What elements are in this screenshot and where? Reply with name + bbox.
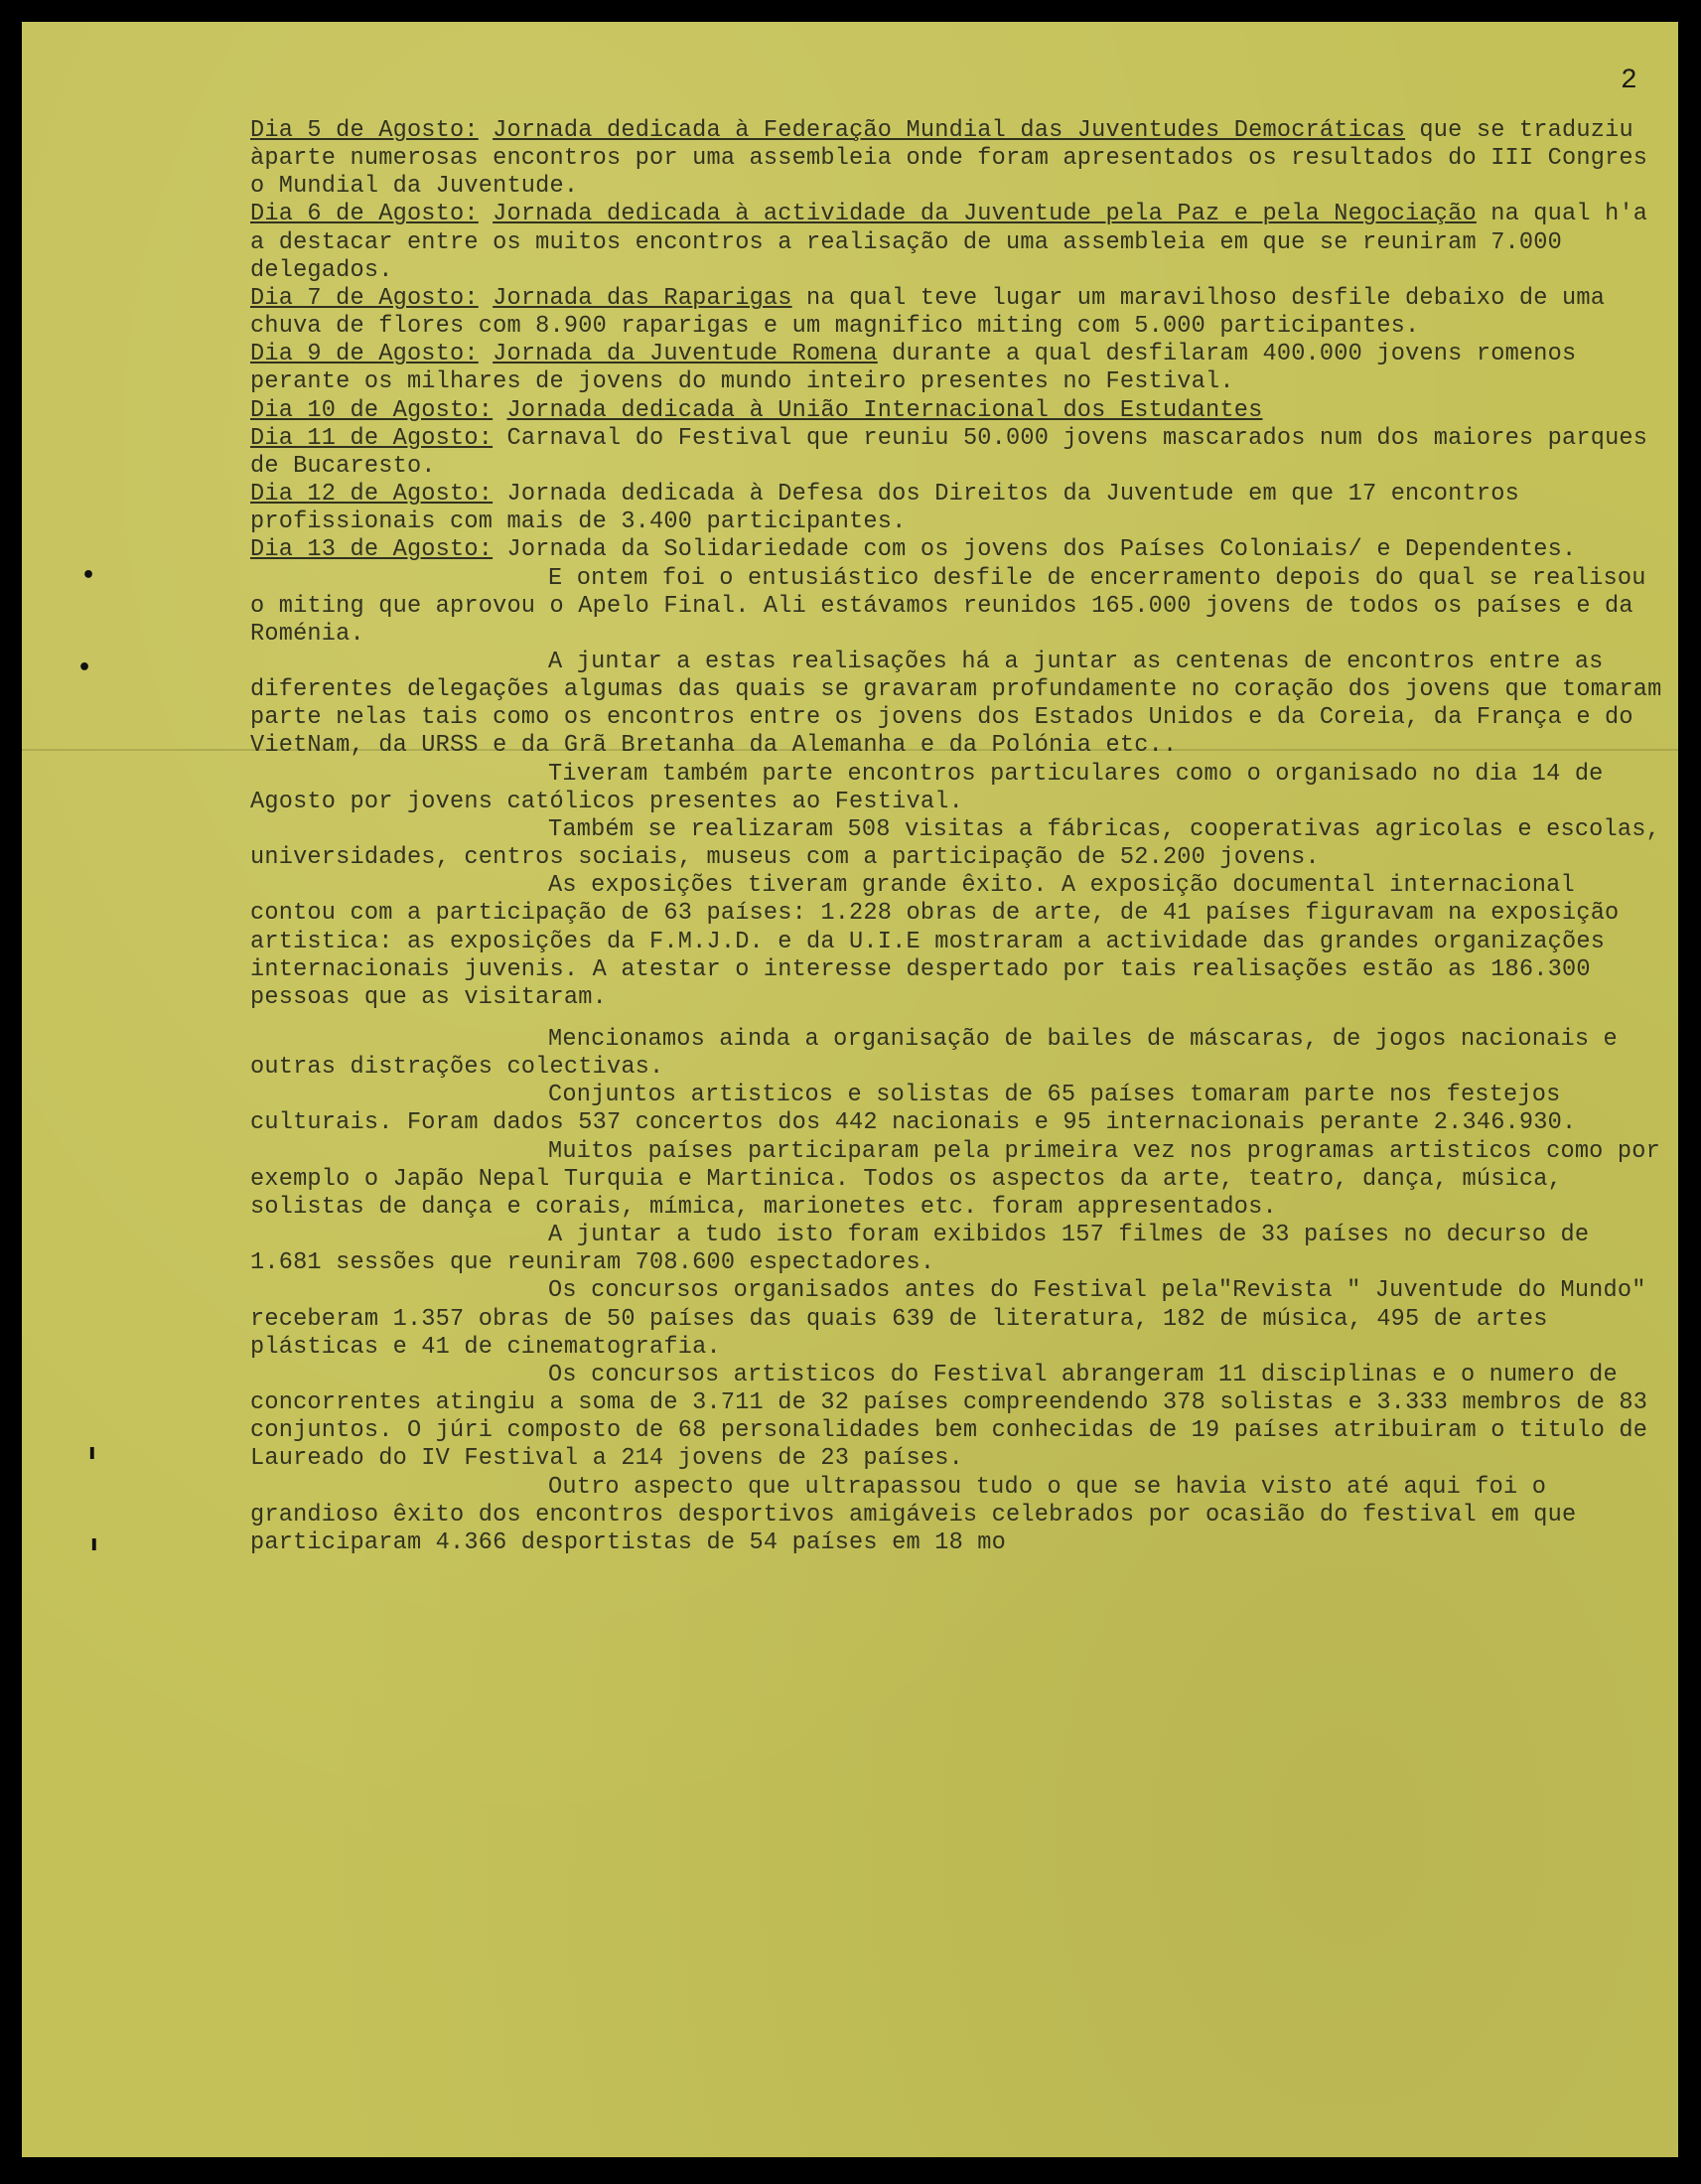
entry-aug-11 bbox=[250, 425, 1670, 481]
paragraph: Mencionamos ainda a organisação de bailes de máscaras, de jogos nacionais e outras distrações colectivas. bbox=[250, 1026, 1632, 1082]
paragraph: Conjuntos artisticos e solistas de 65 países tomaram parte nos festejos culturais. Foram dados 537 concertos dos 442 nacionais e 95 internacionais perante 2.346.930. bbox=[250, 1082, 1577, 1137]
entry-text: que se traduziu àparte numerosas encontros por uma assembleia onde foram apresentados os resultados do III Congres o Mundial da Juventude. bbox=[250, 117, 1662, 201]
entry-title: Jornada dedicada à actividade da Juventude pela Paz e pela Negociação bbox=[493, 201, 1477, 228]
entry-text: Carnaval do Festival que reuniu 50.000 jovens mascarados num dos maiores parques de Bucaresto. bbox=[250, 424, 1662, 480]
entry-title: Jornada das Raparigas bbox=[493, 284, 792, 312]
entry-aug-6 bbox=[250, 201, 1670, 284]
entry-date: Dia 6 de Agosto: bbox=[250, 201, 479, 228]
margin-mark-dot: • bbox=[77, 655, 92, 680]
paragraph: Outro aspecto que ultrapassou tudo o que se havia visto até aqui foi o grandioso êxito dos encontros desportivos amigáveis celebrados por ocasião do festival em que participaram 4.366 desportistas de 54 países em 18 mo bbox=[250, 1473, 1591, 1556]
paragraph: Também se realizaram 508 visitas a fábricas, cooperativas agricolas e escolas, universidades, centros sociais, museus com a participação de 52.200 jovens. bbox=[250, 815, 1675, 872]
entry-date: Dia 5 de Agosto: bbox=[250, 117, 479, 144]
entry-aug-7 bbox=[250, 285, 1670, 341]
margin-mark-tick: ı bbox=[88, 1440, 96, 1465]
entry-date: Dia 7 de Agosto: bbox=[250, 284, 479, 312]
margin-mark-dot: • bbox=[81, 563, 96, 588]
document-page bbox=[22, 22, 1678, 2157]
paragraph: A juntar a estas realisações há a juntar as centenas de encontros entre as diferentes delegações algumas das quais se gravaram profundamente no coração dos jovens que tomaram parte nelas tais como os encontros entre os jovens dos Estados Unidos e da Coreia, da França e do VietNam, da URSS e da Grã Bretanha da Alemanha e da Polónia etc.. bbox=[250, 648, 1676, 760]
entry-aug-13 bbox=[250, 536, 1670, 564]
entry-title: Jornada dedicada à Federação Mundial das Juventudes Democráticas bbox=[493, 117, 1406, 144]
paragraph: Muitos países participaram pela primeira vez nos programas artisticos como por exemplo o Japão Nepal Turquia e Martinica. Todos os aspectos da arte, teatro, dança, música, solistas de dança e corais, mímica, marionetes etc. foram appresentados. bbox=[250, 1137, 1675, 1221]
entry-title: Jornada dedicada à União Internacional dos Estudantes bbox=[506, 396, 1263, 424]
entry-date: Dia 9 de Agosto: bbox=[250, 341, 479, 368]
entry-date: Dia 11 de Agosto: bbox=[250, 424, 494, 452]
paragraph: Os concursos artisticos do Festival abrangeram 11 disciplinas e o numero de concorrentes atingiu a soma de 3.711 de 32 países compreendendo 378 solistas e 3.333 membros de 83 conjuntos. O júri composto de 68 personalidades bem conhecidas de 19 países atribuiram o titulo de Laureado do IV Festival a 214 jovens de 23 países. bbox=[250, 1361, 1662, 1473]
entry-text: Jornada dedicada à Defesa dos Direitos da Juventude em que 17 encontros profissionais com mais de 3.400 participantes. bbox=[250, 481, 1534, 536]
typewritten-text bbox=[250, 117, 1676, 1557]
paragraph: Os concursos organisados antes do Festival pela"Revista " Juventude do Mundo" receberam 1.357 obras de 50 países das quais 639 de literatura, 182 de música, 495 de artes plásticas e 41 de cinematografia. bbox=[250, 1277, 1660, 1361]
entry-text: durante a qual desfilaram 400.000 jovens romenos perante os milhares de jovens do mundo inteiro presentes no Festival. bbox=[250, 341, 1591, 396]
entry-date: Dia 13 de Agosto: bbox=[250, 536, 494, 564]
entry-text: Jornada da Solidariedade com os jovens dos Países Coloniais/ e Dependentes. bbox=[493, 536, 1577, 564]
paragraph: A juntar a tudo isto foram exibidos 157 filmes de 33 países no decurso de 1.681 sessões que reuniram 708.600 espectadores. bbox=[250, 1222, 1604, 1277]
entry-text: na qual h'a a destacar entre os muitos encontros a realisação de uma assembleia em que se reuniram 7.000 delegados. bbox=[250, 201, 1662, 284]
entry-aug-10 bbox=[250, 397, 1670, 425]
margin-mark-tick: ı bbox=[90, 1531, 98, 1556]
entry-aug-9 bbox=[250, 341, 1670, 396]
paragraph: As exposições tiveram grande êxito. A exposição documental internacional contou com a participação de 63 países: 1.228 obras de arte, de 41 países figuravam na exposição artistica: as exposições da F.M.J.D. e da U.I.E mostraram a actividade das grandes organizações internacionais juvenis. A atestar o interesse despertado por tais realisações estão as 186.300 pessoas que as visitaram. bbox=[250, 872, 1633, 1011]
entry-date: Dia 12 de Agosto: bbox=[250, 481, 494, 509]
entry-text: na qual teve lugar um maravilhoso desfile debaixo de uma chuva de flores com 8.900 raparigas e um magnifico miting com 5.000 participantes. bbox=[250, 284, 1620, 341]
entry-aug-5 bbox=[250, 117, 1670, 201]
page-number: 2 bbox=[1621, 66, 1637, 96]
entry-date: Dia 10 de Agosto: bbox=[250, 396, 494, 424]
entry-aug-12 bbox=[250, 481, 1670, 536]
paragraph: Tiveram também parte encontros particulares como o organisado no dia 14 de Agosto por jovens católicos presentes ao Festival. bbox=[250, 760, 1618, 815]
paragraph: E ontem foi o entusiástico desfile de encerramento depois do qual se realisou o miting que aprovou o Apelo Final. Ali estávamos reunidos 165.000 jovens de todos os países e da Roménia. bbox=[250, 564, 1660, 648]
entry-title: Jornada da Juventude Romena bbox=[493, 341, 878, 368]
